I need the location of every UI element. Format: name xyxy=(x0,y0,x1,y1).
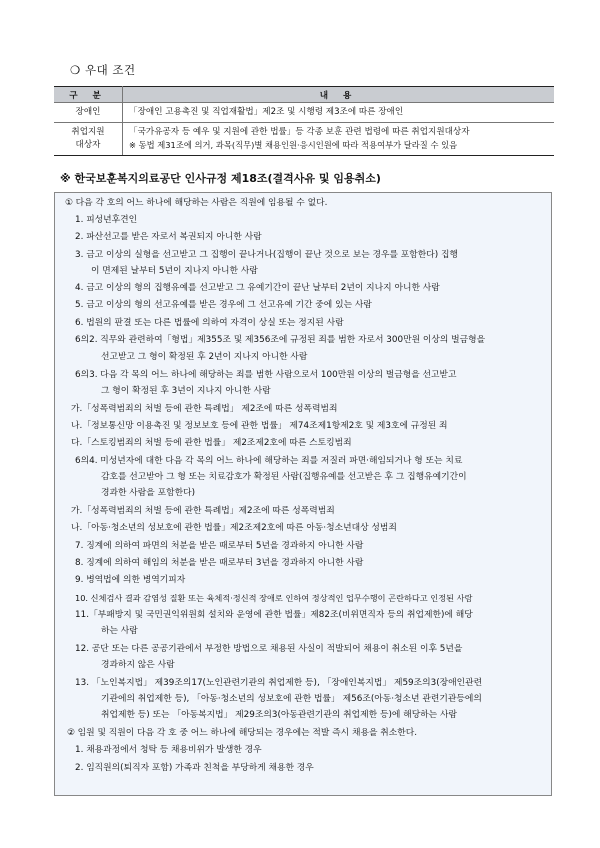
reg-line: 6의3. 다음 각 목의 어느 하나에 해당하는 죄를 범한 사람으로서 100만원 이상의 벌금형을 선고받고 xyxy=(75,370,457,380)
reg-line: 6의2. 직무와 관련하여「형법」제355조 및 제356조에 규정된 죄를 범한 자로서 300만원 이상의 벌금형을 xyxy=(75,335,486,345)
table-header-row xyxy=(54,87,554,103)
reg-line: 가.「성폭력범죄의 처벌 등에 관한 특례법」 제2조에 따른 성폭력범죄 xyxy=(71,404,338,414)
reg-line: 경과한 사람을 포함한다) xyxy=(101,488,196,498)
reg-line: 6. 법원의 판결 또는 다른 법률에 의하여 자격이 상실 또는 정지된 사람 xyxy=(75,318,344,328)
reg-line: 1. 피성년후견인 xyxy=(75,215,138,225)
reg-line: 하는 사람 xyxy=(101,626,138,636)
reg-line: 이 면제된 날부터 5년이 지나지 아니한 사람 xyxy=(91,266,258,276)
reg-line: 나.「아동·청소년의 성보호에 관한 법률」제2조제2호에 따른 아동·청소년대상 성범죄 xyxy=(71,523,397,533)
row-content: 「장애인 고용촉진 및 직업재활법」제2조 및 시행령 제3조에 따른 장애인 xyxy=(123,103,555,123)
reg-line: 2. 파산선고를 받은 자로서 복권되지 아니한 사람 xyxy=(75,232,262,242)
reg-line: ② 임원 및 직원이 다음 각 호 중 어느 하나에 해당되는 경우에는 적발 즉시 채용을 취소한다. xyxy=(67,728,418,738)
reg-line: 다.「스토킹범죄의 처벌 등에 관한 법률」 제2조제2호에 따른 스토킹범죄 xyxy=(71,438,352,448)
row-content xyxy=(123,123,555,156)
reg-line: ① 다음 각 호의 어느 하나에 해당하는 사람은 직원에 임용될 수 없다. xyxy=(65,198,328,208)
reg-line: 가.「성폭력범죄의 처벌 등에 관한 특례법」제2조에 따른 성폭력범죄 xyxy=(71,506,335,516)
row-category xyxy=(54,123,123,156)
reg-line: 6의4. 미성년자에 대한 다음 각 목의 어느 하나에 해당하는 죄를 저질러 파면·해임되거나 형 또는 치료 xyxy=(75,456,463,466)
reg-line: 1. 채용과정에서 청탁 등 채용비위가 발생한 경우 xyxy=(75,745,262,755)
table-row xyxy=(54,123,554,156)
table-row xyxy=(54,103,554,123)
reg-line: 12. 공단 또는 다른 공공기관에서 부정한 방법으로 채용된 사실이 적발되어 채용이 취소된 이후 5년을 xyxy=(75,644,463,654)
reg-line: 4. 금고 이상의 형의 집행유예를 선고받고 그 유예기간이 끝난 날부터 2년이 지나지 아니한 사람 xyxy=(75,283,440,293)
reg-line: 7. 징계에 의하여 파면의 처분을 받은 때로부터 5년을 경과하지 아니한 사람 xyxy=(75,541,364,551)
header-category: 구 분 xyxy=(54,87,123,103)
preference-table xyxy=(54,86,554,156)
row-content-line: 「국가유공자 등 예우 및 지원에 관한 법률」등 각종 보훈 관련 법령에 따른 취업지원대상자 xyxy=(129,127,470,137)
reg-line: 5. 금고 이상의 형의 선고유예를 받은 경우에 그 선고유예 기간 중에 있는 사람 xyxy=(75,300,372,310)
row-category-line: 취업지원 xyxy=(71,127,105,137)
reg-line: 감호를 선고받아 그 형 또는 치료감호가 확정된 사람(집행유예를 선고받은 후 그 집행유예기간이 xyxy=(101,472,467,482)
row-content-line: ※ 동법 제31조에 의거, 과목(직무)별 채용인원·응시인원에 따라 적용여부가 달라질 수 있음 xyxy=(129,140,458,150)
reg-line: 11.「부패방지 및 국민권익위원회 설치와 운영에 관한 법률」제82조(비위면직자 등의 취업제한)에 해당 xyxy=(75,610,473,620)
regulation-box xyxy=(54,192,552,796)
reg-line: 3. 금고 이상의 실형을 선고받고 그 집행이 끝나거나(집행이 끝난 것으로 보는 경우를 포함한다) 집행 xyxy=(75,250,459,260)
reg-line: 기관에의 취업제한 등), 「아동·청소년의 성보호에 관한 법률」 제56조(아동·청소년 관련기관등에의 xyxy=(101,694,482,704)
reg-line: 선고받고 그 형이 확정된 후 2년이 지나지 아니한 사람 xyxy=(101,352,308,362)
reg-line: 2. 임직원의(퇴직자 포함) 가족과 친척을 부당하게 채용한 경우 xyxy=(75,763,314,773)
regulation-heading: ※ 한국보훈복지의료공단 인사규정 제18조(결격사유 및 임용취소) xyxy=(60,172,381,185)
reg-line: 나.「정보통신망 이용촉진 및 정보보호 등에 관한 법률」 제74조제1항제2호 및 제3호에 규정된 죄 xyxy=(71,421,448,431)
header-content: 내 용 xyxy=(123,87,555,103)
reg-line: 취업제한 등) 또는 「아동복지법」 제29조의3(아동관련기관의 취업제한 등)에 해당하는 사람 xyxy=(101,710,457,720)
reg-line: 그 형이 확정된 후 3년이 지나지 아니한 사람 xyxy=(101,386,271,396)
row-category: 장애인 xyxy=(54,103,123,123)
reg-line: 10. 신체검사 결과 감염성 질환 또는 육체적·정신적 장애로 인하여 정상적인 업무수행이 곤란하다고 인정된 사람 xyxy=(75,593,473,603)
reg-line: 8. 징계에 의하여 해임의 처분을 받은 때로부터 3년을 경과하지 아니한 사람 xyxy=(75,558,364,568)
reg-line: 9. 병역법에 의한 병역기피자 xyxy=(75,575,186,585)
section-title: ❍ 우대 조건 xyxy=(70,63,136,77)
row-category-line: 대상자 xyxy=(75,140,101,150)
reg-line: 13. 「노인복지법」 제39조의17(노인관련기관의 취업제한 등), 「장애인복지법」 제59조의3(장애인관련 xyxy=(75,678,483,688)
reg-line: 경과하지 않은 사람 xyxy=(101,660,175,670)
